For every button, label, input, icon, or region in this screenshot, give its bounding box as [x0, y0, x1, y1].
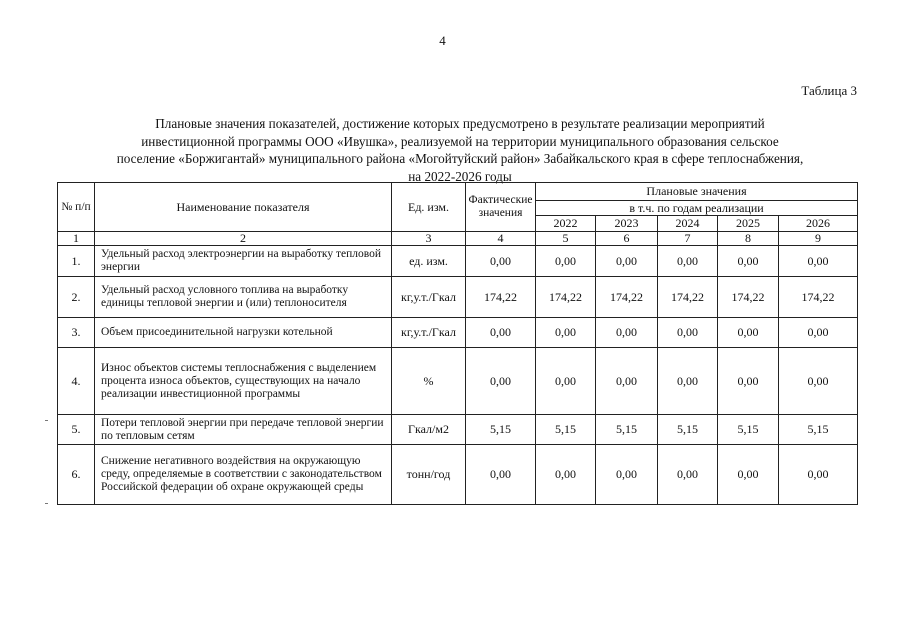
table-row — [58, 445, 858, 505]
row-num: 1. — [58, 246, 95, 277]
header-name: Наименование показателя — [95, 183, 392, 232]
row-value: 5,15 — [658, 415, 718, 445]
indicators-table — [57, 182, 858, 505]
row-value: 0,00 — [596, 348, 658, 415]
header-year: 2026 — [779, 216, 858, 232]
table-row — [58, 246, 858, 277]
column-number: 9 — [779, 232, 858, 246]
row-value: 174,22 — [536, 277, 596, 318]
row-value: 0,00 — [658, 445, 718, 505]
row-value: 0,00 — [718, 246, 779, 277]
row-actual: 174,22 — [466, 277, 536, 318]
row-value: 174,22 — [718, 277, 779, 318]
row-unit: Гкал/м2 — [392, 415, 466, 445]
row-actual: 0,00 — [466, 348, 536, 415]
title-line: на 2022-2026 годы — [408, 168, 512, 184]
header-unit: Ед. изм. — [392, 183, 466, 232]
row-value: 0,00 — [596, 318, 658, 348]
column-number: 3 — [392, 232, 466, 246]
row-unit: % — [392, 348, 466, 415]
column-number: 1 — [58, 232, 95, 246]
table-row — [58, 277, 858, 318]
document-title — [60, 115, 860, 185]
title-line: поселение «Боржигантай» муниципального района «Могойтуйский район» Забайкальского края в сфере теплоснабжения, — [116, 151, 804, 166]
title-line: Плановые значения показателей, достижение которых предусмотрено в результате реализации мероприятий — [155, 116, 765, 131]
row-value: 5,15 — [596, 415, 658, 445]
title-line: инвестиционной программы ООО «Ивушка», реализуемой на территории муниципального образования сельское — [141, 133, 779, 149]
row-num: 4. — [58, 348, 95, 415]
row-value: 174,22 — [658, 277, 718, 318]
column-number: 2 — [95, 232, 392, 246]
column-number: 5 — [536, 232, 596, 246]
row-value: 0,00 — [658, 348, 718, 415]
row-value: 5,15 — [779, 415, 858, 445]
header-num: № п/п — [58, 183, 95, 232]
row-value: 0,00 — [779, 246, 858, 277]
row-value: 0,00 — [536, 445, 596, 505]
table-row — [58, 318, 858, 348]
header-year: 2023 — [596, 216, 658, 232]
row-name: Износ объектов системы теплоснабжения с выделением процента износа объектов, существующих на начало реализации инвестиционной программы — [95, 348, 392, 415]
header-year: 2024 — [658, 216, 718, 232]
row-num: 3. — [58, 318, 95, 348]
header-by-years: в т.ч. по годам реализации — [536, 201, 858, 216]
row-value: 5,15 — [718, 415, 779, 445]
row-name: Удельный расход условного топлива на выработку единицы тепловой энергии и (или) теплоносителя — [95, 277, 392, 318]
row-unit: кг,у.т./Гкал — [392, 277, 466, 318]
row-actual: 0,00 — [466, 445, 536, 505]
row-unit: тонн/год — [392, 445, 466, 505]
row-value: 0,00 — [536, 318, 596, 348]
row-value: 0,00 — [536, 348, 596, 415]
row-value: 0,00 — [658, 246, 718, 277]
row-value: 0,00 — [779, 318, 858, 348]
column-number: 7 — [658, 232, 718, 246]
margin-mark — [45, 420, 48, 421]
row-actual: 0,00 — [466, 318, 536, 348]
row-value: 0,00 — [779, 348, 858, 415]
row-value: 0,00 — [718, 445, 779, 505]
row-name: Снижение негативного воздействия на окружающую среду, определяемые в соответствии с законодательством Российской федерации об охране окружающей среды — [95, 445, 392, 505]
row-value: 0,00 — [596, 445, 658, 505]
column-number: 6 — [596, 232, 658, 246]
row-actual: 5,15 — [466, 415, 536, 445]
row-name: Потери тепловой энергии при передаче тепловой энергии по тепловым сетям — [95, 415, 392, 445]
row-unit: кг,у.т./Гкал — [392, 318, 466, 348]
row-value: 0,00 — [658, 318, 718, 348]
row-value: 174,22 — [596, 277, 658, 318]
header-year: 2022 — [536, 216, 596, 232]
table-label: Таблица 3 — [801, 83, 857, 98]
row-unit: ед. изм. — [392, 246, 466, 277]
header-planned: Плановые значения — [536, 183, 858, 201]
row-value: 0,00 — [536, 246, 596, 277]
table-row — [58, 348, 858, 415]
column-number: 4 — [466, 232, 536, 246]
row-name: Удельный расход электроэнергии на выработку тепловой энергии — [95, 246, 392, 277]
margin-mark — [45, 503, 48, 504]
row-num: 5. — [58, 415, 95, 445]
row-value: 174,22 — [779, 277, 858, 318]
row-num: 6. — [58, 445, 95, 505]
header-year: 2025 — [718, 216, 779, 232]
header-actual: Фактические значения — [466, 183, 536, 232]
row-name: Объем присоединительной нагрузки котельной — [95, 318, 392, 348]
row-value: 0,00 — [718, 318, 779, 348]
row-actual: 0,00 — [466, 246, 536, 277]
row-num: 2. — [58, 277, 95, 318]
row-value: 0,00 — [779, 445, 858, 505]
row-value: 0,00 — [596, 246, 658, 277]
row-value: 5,15 — [536, 415, 596, 445]
row-value: 0,00 — [718, 348, 779, 415]
column-number: 8 — [718, 232, 779, 246]
page-number: 4 — [439, 33, 446, 48]
table-row — [58, 415, 858, 445]
